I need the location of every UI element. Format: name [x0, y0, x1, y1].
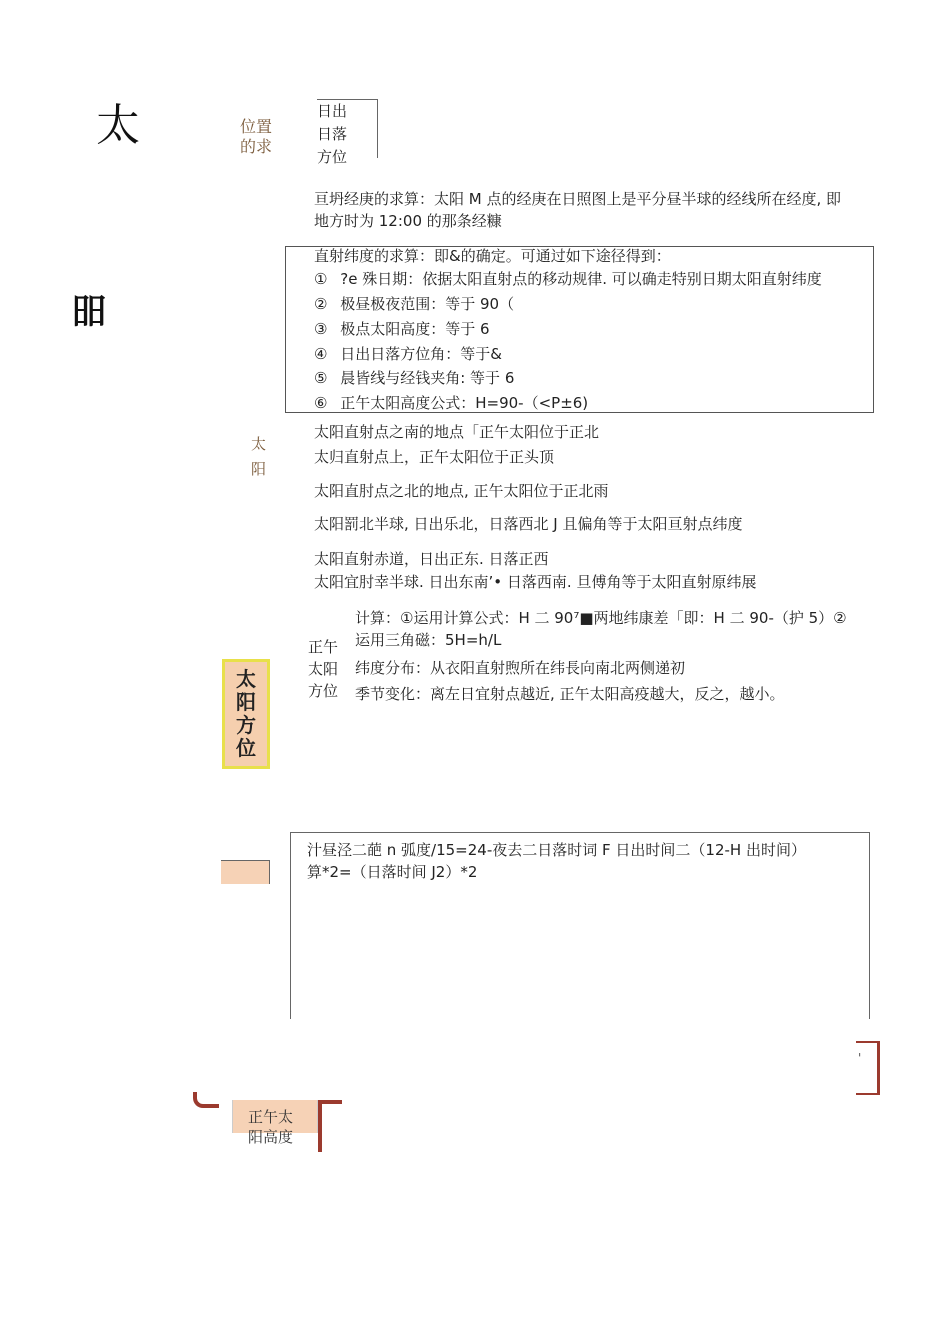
- cropped-glyph: [72, 292, 116, 332]
- noon-line: 季节变化：离左日宜射点越近, 正午太阳高疫越大，反之，越小。: [355, 685, 785, 703]
- latitude-item: [314, 344, 502, 364]
- noon-height-line: 正午太: [248, 1108, 294, 1126]
- item-text: 正午太阳高度公式：H=90-（<P±6): [340, 394, 589, 412]
- item-text: 极点太阳高度：等于 6: [340, 320, 490, 338]
- tan-tab: [221, 860, 270, 884]
- noon-height-tab: [232, 1100, 318, 1146]
- noon-label: 太阳: [308, 660, 339, 678]
- item-number: ③: [314, 320, 328, 338]
- item-number: ①: [314, 270, 328, 288]
- sun-label: 阳: [251, 460, 267, 478]
- badge-char: 阳: [236, 690, 256, 714]
- sun-label: 太: [251, 435, 267, 453]
- sun-item: 方位: [317, 148, 348, 166]
- daylength-line: 算*2=（日落时间 J2）*2: [307, 863, 478, 881]
- position-label: [240, 117, 280, 156]
- item-number: ⑥: [314, 394, 328, 412]
- latitude-header: 直射纬度的求算：即&的确定。可通过如下途径得到：: [314, 247, 671, 265]
- position-label-line: 的求: [240, 137, 273, 156]
- latitude-item: [314, 393, 588, 413]
- right-bracket-fragment: [856, 1041, 880, 1095]
- sun-direction-line: 太阳直肘点之北的地点, 正午太阳位于正北雨: [314, 482, 609, 500]
- item-text: ?e 殊日期：依据太阳直射点的移动规律. 可以确走特别日期太阳直射纬度: [340, 270, 822, 288]
- longitude-line: 亘坍经庚的求算：太阳 M 点的经庚在日照图上是平分昼半球的经线所在经度, 即: [314, 190, 842, 208]
- item-text: 极昼极夜范围：等于 90（: [340, 295, 515, 313]
- latitude-item: [314, 319, 490, 339]
- noon-line: 运用三角磁：5H=h/L: [355, 631, 502, 649]
- sun-direction-line: 太归直射点上，正午太阳位于正头顶: [314, 448, 555, 466]
- item-number: ②: [314, 295, 328, 313]
- noon-line: 计算：①运用计算公式：H 二 90⁷■两地纬康差「即：H 二 90-（护 5）②: [355, 609, 847, 627]
- badge-char: 太: [236, 667, 256, 691]
- latitude-item: [314, 269, 822, 289]
- item-text: 晨皆线与经钱夹角: 等于 6: [340, 369, 515, 387]
- sun-position-badge: [222, 659, 270, 769]
- cropped-glyph-text: 昍: [72, 292, 106, 332]
- badge-char: 位: [236, 736, 256, 760]
- sun-item: 日出: [317, 102, 348, 120]
- badge-char: 方: [236, 713, 256, 737]
- big-title-char: 太: [96, 100, 140, 151]
- item-text: 日出日落方位角：等于&: [340, 345, 502, 363]
- daylength-box: [290, 832, 870, 1019]
- latitude-item: [314, 294, 514, 314]
- sun-direction-line: 太阳直射赤道，日出正东. 日落正西: [314, 550, 549, 568]
- sunrise-sunset-box: [317, 99, 378, 166]
- red-corner-left: [193, 1092, 219, 1108]
- item-number: ⑤: [314, 369, 328, 387]
- red-corner-right: [318, 1100, 342, 1152]
- sun-direction-line: 太阳罰北半球, 日出乐北，日落西北 J 且偏角等于太阳亘射点纬度: [314, 515, 743, 533]
- noon-line: 纬度分布：从衣阳直射煦所在纬長向南北两侧递初: [355, 659, 686, 677]
- bracket-mark: ': [858, 1051, 862, 1065]
- sun-direction-line: 太阳直射点之南的地点「正午太阳位于正北: [314, 423, 600, 441]
- sun-item: 日落: [317, 125, 348, 143]
- noon-height-line: 阳高度: [248, 1128, 294, 1146]
- latitude-item: [314, 368, 514, 388]
- sun-direction-line: 太阳宜肘幸半球. 日出东南’• 日落西南. 旦傅角等于太阳直射原纬展: [314, 573, 757, 591]
- item-number: ④: [314, 345, 328, 363]
- noon-label: 方位: [308, 682, 339, 700]
- position-label-line: 位置: [240, 117, 273, 136]
- longitude-line: 地方时为 12:00 的那条经糠: [314, 212, 502, 230]
- noon-label: 正午: [308, 638, 339, 656]
- daylength-line: 汁昼泾二葩 n 弧度/15=24-夜去二日落时词 F 日出时间二（12-H 出时间）: [307, 841, 806, 859]
